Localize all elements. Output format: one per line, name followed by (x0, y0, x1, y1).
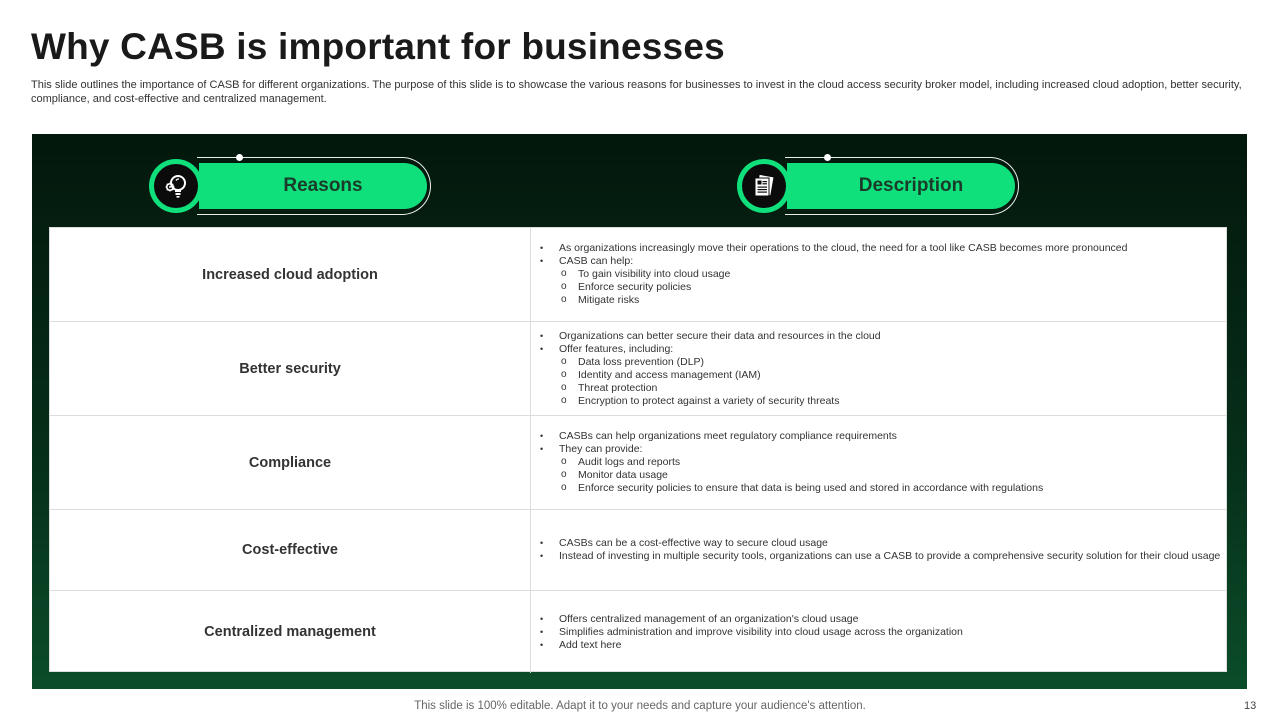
content-panel (32, 134, 1247, 689)
description-header (737, 157, 1021, 215)
footer-note: This slide is 100% editable. Adapt it to your needs and capture your audience's attention. (414, 700, 866, 712)
description-list (539, 613, 963, 652)
reasons-header-label: Reasons (283, 175, 363, 196)
slide-subtitle: This slide outlines the importance of CASB for different organizations. The purpose of this slide is to showcase the various reasons for businesses to invest in the cloud access security broker model, including increased cloud adoption, better security, compliance, and cost-effective and centralized management. (31, 79, 1242, 105)
description-list (539, 430, 1043, 495)
sub-bullet-item: o Identity and access management (IAM) (539, 369, 881, 382)
description-header-dot (824, 154, 831, 161)
description-icon-ring (737, 159, 791, 213)
bullet-item: • CASB can help: (539, 255, 1128, 268)
reasons-header (149, 157, 433, 215)
table-row (50, 591, 1226, 673)
sub-bullet-item: o Mitigate risks (539, 294, 1128, 307)
slide-title: Why CASB is important for businesses (31, 26, 725, 67)
bullet-item: • CASBs can be a cost-effective way to secure cloud usage (539, 537, 1220, 550)
reasons-header-dot (236, 154, 243, 161)
description-cell (531, 510, 1226, 590)
description-header-bar (787, 163, 1015, 209)
page-number: 13 (1244, 700, 1257, 712)
reason-cell: Increased cloud adoption (50, 228, 531, 321)
bullet-item: • Offer features, including: (539, 343, 881, 356)
sub-bullet-item: o Threat protection (539, 382, 881, 395)
table-row (50, 322, 1226, 416)
reason-cell: Compliance (50, 416, 531, 509)
lightbulb-gear-icon (154, 164, 198, 208)
table-row (50, 510, 1226, 591)
description-header-label: Description (858, 175, 964, 196)
description-list (539, 537, 1220, 563)
reasons-table (49, 227, 1227, 672)
bullet-item: • Instead of investing in multiple security tools, organizations can use a CASB to provide a comprehensive security solution for their cloud usage (539, 550, 1220, 563)
description-cell (531, 322, 1226, 415)
document-icon (742, 164, 786, 208)
sub-bullet-item: o Encryption to protect against a variety of security threats (539, 395, 881, 408)
reasons-icon-ring (149, 159, 203, 213)
reasons-header-bar (199, 163, 427, 209)
sub-bullet-item: o To gain visibility into cloud usage (539, 268, 1128, 281)
description-list (539, 242, 1128, 307)
table-row (50, 228, 1226, 322)
description-cell (531, 228, 1226, 321)
reason-cell: Cost-effective (50, 510, 531, 590)
reason-cell: Centralized management (50, 591, 531, 673)
sub-bullet-item: o Monitor data usage (539, 469, 1043, 482)
sub-bullet-item: o Enforce security policies to ensure that data is being used and stored in accordance with regulations (539, 482, 1043, 495)
bullet-item: • Add text here (539, 639, 963, 652)
sub-bullet-item: o Data loss prevention (DLP) (539, 356, 881, 369)
reason-cell: Better security (50, 322, 531, 415)
table-row (50, 416, 1226, 510)
description-cell (531, 591, 1226, 673)
bullet-item: • They can provide: (539, 443, 1043, 456)
bullet-item: • Offers centralized management of an organization's cloud usage (539, 613, 963, 626)
bullet-item: • Simplifies administration and improve visibility into cloud usage across the organization (539, 626, 963, 639)
bullet-item: • As organizations increasingly move their operations to the cloud, the need for a tool like CASB becomes more pronounced (539, 242, 1128, 255)
description-cell (531, 416, 1226, 509)
bullet-item: • Organizations can better secure their data and resources in the cloud (539, 330, 881, 343)
sub-bullet-item: o Audit logs and reports (539, 456, 1043, 469)
description-list (539, 330, 881, 408)
sub-bullet-item: o Enforce security policies (539, 281, 1128, 294)
bullet-item: • CASBs can help organizations meet regulatory compliance requirements (539, 430, 1043, 443)
